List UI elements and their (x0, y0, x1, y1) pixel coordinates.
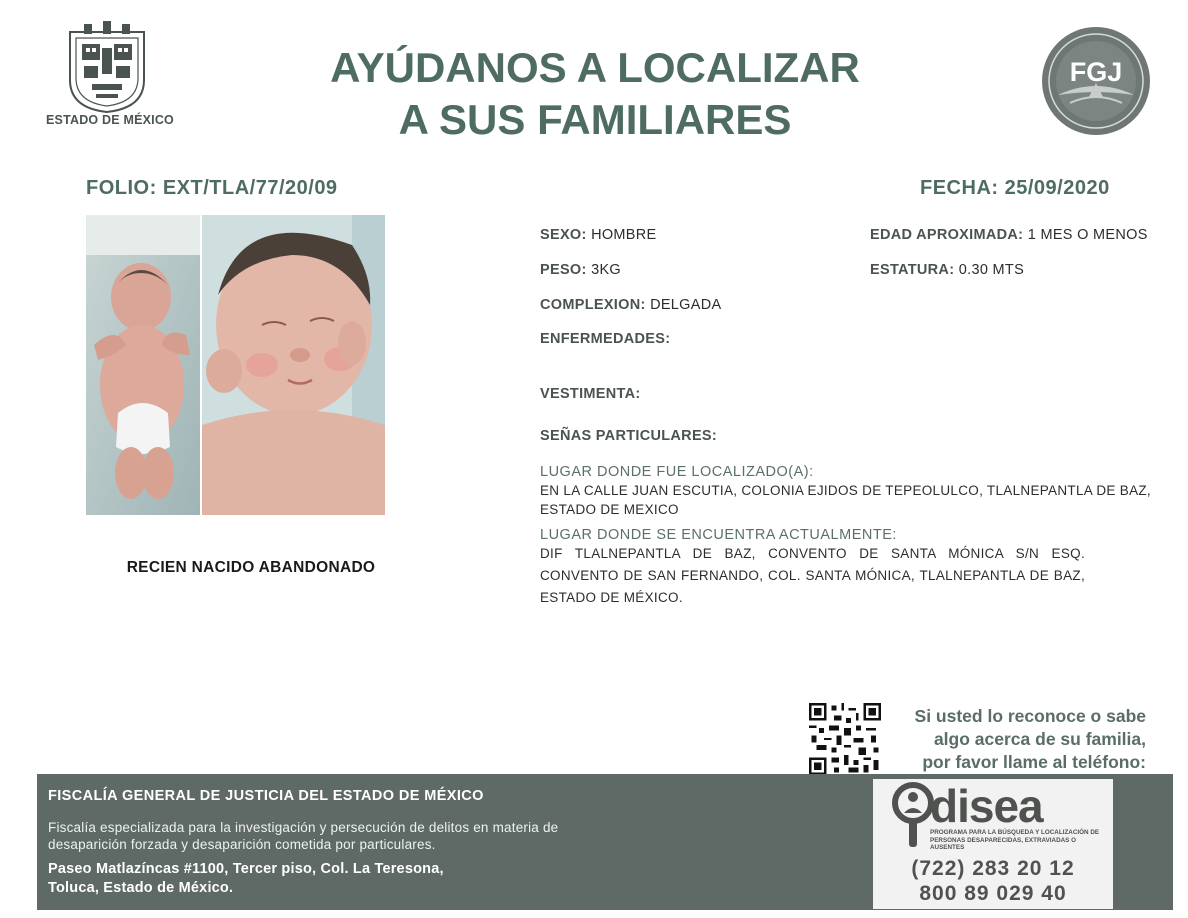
phone-number-2[interactable]: 800 89 029 40 (919, 882, 1067, 905)
lugar-actual-value: DIF TLALNEPANTLA DE BAZ, CONVENTO DE SANTA MÓNICA S/N ESQ. CONVENTO DE SAN FERNANDO, COL. SANTA MÓNICA, TLALNEPANTLA DE BAZ, ESTADO DE MÉXICO. (540, 546, 1085, 605)
complexion-label: COMPLEXION: (540, 297, 646, 313)
fgj-seal-icon (1040, 25, 1152, 137)
newborn-photo-full-body (86, 215, 200, 515)
footer-description: Fiscalía especializada para la investigación y persecución de delitos en materia de desaparición forzada y desaparición cometida por particulares. (48, 820, 559, 852)
field-sexo (540, 226, 657, 244)
footer-address (48, 860, 444, 898)
title-line-1: AYÚDANOS A LOCALIZAR (330, 44, 860, 91)
lugar-actual-label: LUGAR DONDE SE ENCUENTRA ACTUALMENTE: (540, 527, 897, 543)
senas-particulares-label: SEÑAS PARTICULARES: (540, 428, 718, 444)
sexo-value: HOMBRE (591, 227, 657, 243)
odisea-subtitle: PROGRAMA PARA LA BÚSQUEDA Y LOCALIZACIÓN DE PERSONAS DESAPARECIDAS, EXTRAVIADAS O AUSENTES (930, 829, 1100, 851)
estatura-value: 0.30 MTS (958, 262, 1025, 278)
folio-number: FOLIO: EXT/TLA/77/20/09 (86, 177, 338, 199)
call-to-action (884, 705, 1146, 774)
lugar-localizado-value: EN LA CALLE JUAN ESCUTIA, COLONIA EJIDOS DE TEPEOLULCO, TLALNEPANTLA DE BAZ, ESTADO DE MEXICO (540, 483, 1151, 517)
state-label: ESTADO DE MÉXICO (46, 113, 174, 127)
peso-label: PESO: (540, 262, 587, 278)
record-date: FECHA: 25/09/2020 (920, 177, 1110, 199)
photo-caption: RECIEN NACIDO ABANDONADO (126, 559, 376, 576)
sexo-label: SEXO: (540, 227, 587, 243)
field-peso (540, 261, 621, 279)
edad-value: 1 MES O MENOS (1027, 227, 1148, 243)
estatura-label: ESTATURA: (870, 262, 955, 278)
complexion-value: DELGADA (650, 297, 722, 313)
newborn-photo-close-up (202, 215, 385, 515)
address-line-2: Toluca, Estado de México. (48, 880, 234, 896)
odisea-logo-text: disea (930, 780, 1043, 832)
lugar-localizado-label: LUGAR DONDE FUE LOCALIZADO(A): (540, 464, 814, 480)
page-title (240, 42, 950, 146)
fgj-logo-text: FGJ (1069, 57, 1123, 87)
cta-line-1: Si usted lo reconoce o sabe (914, 706, 1146, 726)
peso-value: 3KG (591, 262, 621, 278)
title-line-2: A SUS FAMILIARES (398, 96, 792, 143)
cta-line-3: por favor llame al teléfono: (922, 752, 1146, 772)
address-line-1: Paseo Matlazíncas #1100, Tercer piso, Col. La Teresona, (48, 861, 444, 877)
footer-title: FISCALÍA GENERAL DE JUSTICIA DEL ESTADO DE MÉXICO (48, 788, 484, 804)
qr-code-icon[interactable] (808, 703, 882, 775)
cta-line-2: algo acerca de su familia, (933, 729, 1146, 749)
field-edad (870, 226, 1148, 244)
edad-label: EDAD APROXIMADA: (870, 227, 1024, 243)
phone-number-1[interactable]: (722) 283 20 12 (911, 857, 1075, 880)
field-complexion (540, 296, 721, 314)
estado-de-mexico-shield-icon (62, 20, 152, 115)
vestimenta-label: VESTIMENTA: (540, 386, 641, 402)
field-estatura (870, 261, 1024, 279)
enfermedades-label: ENFERMEDADES: (540, 331, 671, 347)
